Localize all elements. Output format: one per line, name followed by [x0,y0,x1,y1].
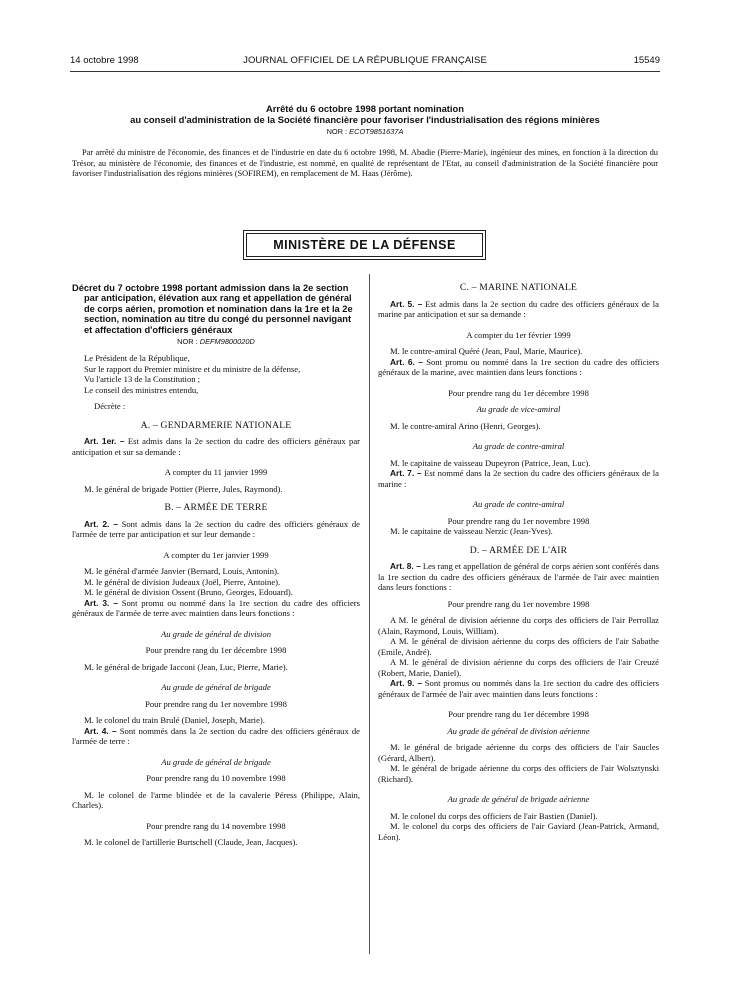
journal-title: JOURNAL OFFICIEL DE LA RÉPUBLIQUE FRANÇAISE [243,55,487,66]
grade-heading: Au grade de général de division [160,628,272,639]
article-2: Art. 2. – Sont admis dans la 2e section du cadre des officiers généraux de l'armée de terre par anticipation et sur leur demande : [72,518,360,540]
officer-name: M. le général de brigade Pottier (Pierre, Jules, Raymond). [84,483,283,494]
arrete-title-line2: au conseil d'administration de la Société financière pour favoriser l'industrialisation des régions minières [130,114,600,125]
article-6: Art. 6. – Sont promu ou nommé dans la 1re section du cadre des officiers généraux de la marine, avec maintien dans leurs fonctions : [378,356,659,377]
officer-name: M. le général de division Ossent (Bruno, Georges, Edouard). [84,587,293,598]
arrete-title [70,103,660,125]
article-5: Art. 5. – Est admis dans la 2e section du cadre des officiers généraux de la marine par anticipation et sur sa demande : [378,298,659,319]
article-9: Art. 9. – Sont promus ou nommés dans la 1re section du cadre des officiers généraux de l'armée de l'air avec maintien dans leurs fonctions : [378,678,659,699]
column-divider [369,274,370,954]
left-column [72,283,360,848]
officer-name: M. le capitaine de vaisseau Dupeyron (Patrice, Jean, Luc). [390,457,591,468]
grade-heading: Au grade de contre-amiral [472,441,565,451]
section-heading-b: B. – ARMÉE DE TERRE [164,502,268,514]
header-rule [70,71,660,72]
officer-name: M. le colonel de l'artillerie Burtschell (Claude, Jean, Jacques). [84,837,298,848]
officer-name: M. le colonel du train Brulé (Daniel, Joseph, Marie). [84,715,265,726]
article-7: Art. 7. – Est nommé dans la 2e section du cadre des officiers généraux de la marine : [378,468,659,489]
effective-date: A compter du 11 janvier 1999 [164,467,268,478]
grade-heading: Au grade de général de brigade aérienne [447,794,590,804]
effective-date: A compter du 1er février 1999 [466,329,571,340]
nor-label: NOR : [177,337,198,347]
section-heading-c: C. – MARINE NATIONALE [459,282,578,293]
article-3: Art. 3. – Sont promu ou nommé dans la 1re section du cadre des officiers généraux de l'armée de terre avec maintien dans leurs fonctions : [72,597,360,619]
article-label: Art. 1er. – [84,436,125,447]
effective-date: A compter du 1er janvier 1999 [163,549,269,560]
section-heading-d: D. – ARMÉE DE L'AIR [469,544,568,556]
officer-name: M. le général de brigade Iacconi (Jean, Luc, Pierre, Marie). [84,661,288,672]
running-head [70,55,660,69]
officer-name: M. le contre-amiral Arino (Henri, Georges). [390,420,541,431]
officer-name: M. le colonel de l'arme blindée et de la cavalerie Péress (Philippe, Alain, Charles). [72,789,360,811]
section-heading-a: A. – GENDARMERIE NATIONALE [140,419,292,431]
nor-code: ECOT9851637A [349,127,404,136]
article-label: Art. 5. – [390,298,423,309]
officer-name: M. le général d'armée Janvier (Bernard, Louis, Antonin). [84,566,280,577]
rank-date: Pour prendre rang du 1er décembre 1998 [448,709,589,719]
article-label: Art. 3. – [84,597,118,608]
article-label: Art. 9. – [390,678,422,688]
rank-date: Pour prendre rang du 1er décembre 1998 [145,645,287,656]
preamble-line: Vu l'article 13 de la Constitution ; [84,374,201,385]
officer-name: A M. le général de division aérienne du corps des officiers de l'air Perrollaz (Alain, Raymond, Louis, William). [378,615,659,636]
officer-name: A M. le général de division aérienne du corps des officiers de l'air Sabathe (Emile, André). [378,636,659,657]
decree-title-text: Décret du 7 octobre 1998 portant admission dans la 2e section par anticipation, élévation aux rang et appellation de général de corps aérien, promotion et nomination dans la 1re et la 2e section, nomination au titre du congé du personnel navigant et affectation d'officiers généraux [72,283,353,335]
rank-date: Pour prendre rang du 1er novembre 1998 [447,515,590,526]
officer-name: M. le colonel du corps des officiers de l'air Gaviard (Jean-Patrick, Armand, Léon). [378,821,659,842]
officer-name: M. le contre-amiral Quéré (Jean, Paul, Marie, Maurice). [390,346,583,356]
rank-date: Pour prendre rang du 1er novembre 1998 [145,698,287,709]
rank-date: Pour prendre rang du 1er décembre 1998 [448,387,589,398]
arrete-nor [70,127,660,137]
article-label: Art. 2. – [84,518,118,529]
article-label: Art. 4. – [84,725,117,736]
grade-heading: Au grade de général de brigade [161,756,271,767]
article-label: Art. 8. – [390,561,421,571]
nor-code: DEFM9800020D [199,337,255,347]
officer-name: A M. le général de division aérienne du corps des officiers de l'air Creuzé (Robert, Marie, Daniel). [378,657,659,678]
preamble-line: Le conseil des ministres entendu, [84,384,199,395]
nor-label: NOR : [326,127,348,136]
rank-date: Pour prendre rang du 10 novembre 1998 [146,773,286,784]
decree-nor [72,337,360,347]
grade-heading: Au grade de vice-amiral [476,404,561,414]
ministry-heading: MINISTÈRE DE LA DÉFENSE [246,233,483,257]
grade-heading: Au grade de général de division aérienne [447,725,590,736]
decrete: Décrète : [94,401,126,412]
grade-heading: Au grade de contre-amiral [472,499,565,509]
rank-date: Pour prendre rang du 14 novembre 1998 [146,820,286,831]
decree-title [72,283,360,335]
preamble-line: Le Président de la République, [84,353,190,364]
right-column [378,283,659,842]
article-label: Art. 7. – [390,468,422,478]
officer-name: M. le capitaine de vaisseau Nerzic (Jean-Yves). [390,526,553,536]
officer-name: M. le colonel du corps des officiers de l'air Bastien (Daniel). [390,810,598,821]
article-1: Art. 1er. – Est admis dans la 2e section du cadre des officiers généraux par anticipation et sur sa demande : [72,436,360,457]
arrete-body: Par arrêté du ministre de l'économie, des finances et de l'industrie en date du 6 octobre 1998, M. Abadie (Pierre-Marie), ingénieur des mines, en fonction à la direction du Trésor, au ministère de l'économie, des finances et de l'industrie, est nommé, en qualité de représentant de l'Etat, au conseil d'administration de la Société financière pour favoriser l'industrialisation des régions minières (SOFIREM), en remplacement de M. Haas (Jérôme). [72,148,658,179]
officer-name: M. le général de division Judeaux (Joël, Pierre, Antoine). [84,576,281,587]
issue-date: 14 octobre 1998 [70,55,139,66]
page-number: 15549 [633,55,660,66]
preamble-line: Sur le rapport du Premier ministre et du ministre de la défense, [84,363,301,374]
officer-name: M. le général de brigade aérienne du corps des officiers de l'air Saucles (Gérard, Albert). [378,742,659,763]
article-label: Art. 6. – [390,356,423,367]
ministry-box [243,230,486,260]
grade-heading: Au grade de général de brigade [161,682,271,693]
article-4: Art. 4. – Sont nommés dans la 2e section du cadre des officiers généraux de l'armée de terre : [72,725,360,747]
officer-name: M. le général de brigade aérienne du corps des officiers de l'air Wolsztynski (Richard). [378,763,659,784]
arrete-title-line1: Arrêté du 6 octobre 1998 portant nomination [266,103,464,114]
rank-date: Pour prendre rang du 1er novembre 1998 [447,598,590,609]
article-8: Art. 8. – Les rang et appellation de général de corps aérien sont conférés dans la 1re section du cadre des officiers généraux de l'armée de l'air avec maintien dans leurs fonctions : [378,561,659,592]
